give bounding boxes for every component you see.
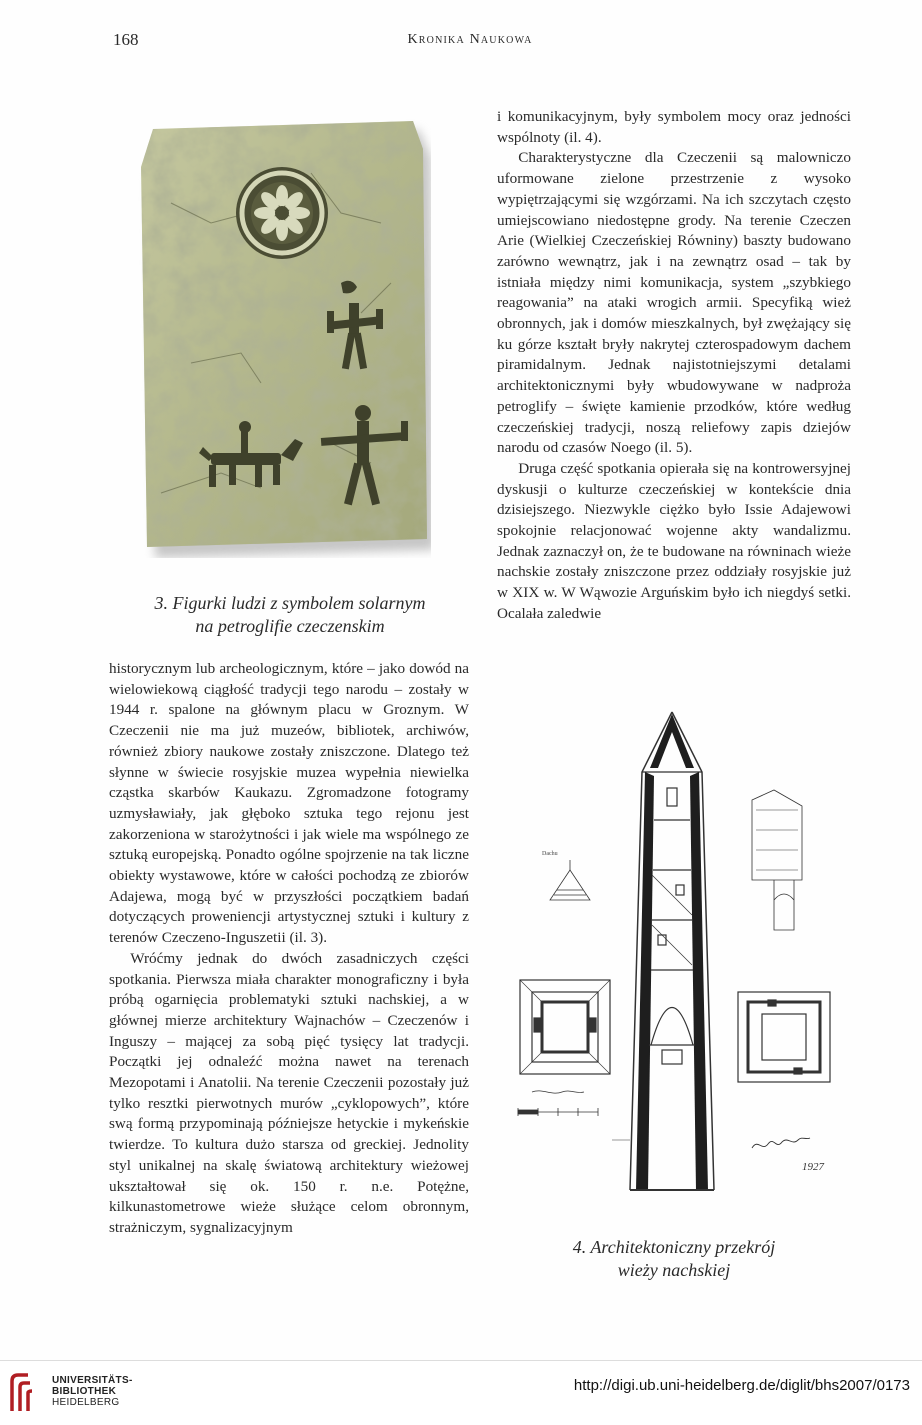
tower-top-sketch <box>752 790 802 930</box>
library-name-line-1: UNIVERSITÄTS- <box>52 1375 133 1386</box>
petroglyph-photo <box>131 113 431 558</box>
tower-section <box>612 712 714 1190</box>
floor-plan-right <box>738 992 830 1082</box>
scale-bar <box>518 1091 598 1116</box>
paragraph: Charakterystyczne dla Czeczenii są malowniczo uformowane zielone przestrzenie z wysoko wypiętrzającymi się wzgórzami. Na ich szczytach często umiejscowiano niedostępne grody. Na terenie Czeczen Arie (Wielkiej Czeczeńskiej Równiny) baszty budowano zarówno wewnątrz, jak i na zewnątrz osad – tak by istniała między nimi komunikacja, system „szybkiego reagowania” na ataki wrogich armii. Specyfiką wież obronnych, jak i domów mieszkalnych, był zwężający się ku górze kształt bryły nakrytej czterospadowym dachem piramidalnym. Jednak najistotniejszymi detalami architektonicznymi były wbudowywane w nadproża petroglify – święte kamienie przodków, które według czeczeńskiej tradycji, noszą reliefowy zapis dziejów narodu od czasów Noego (il. 5). <box>497 149 851 457</box>
drawing-year: 1927 <box>802 1161 824 1173</box>
signature <box>752 1138 825 1173</box>
library-logo-icon <box>8 1371 48 1415</box>
floor-plan-left <box>520 980 610 1074</box>
library-name-line-3: HEIDELBERG <box>52 1397 120 1408</box>
figure-4-caption <box>497 1236 851 1282</box>
figure-4-caption-line-2: wieży nachskiej <box>617 1260 731 1280</box>
paragraph: historycznym lub archeologicznym, które – jako dowód na wielowiekową ciągłość tradycji tego narodu – zostały w 1944 r. spalone na głównym placu w Groznym. W Czeczenii nie ma już muzeów, bibliotek, archiwów, również zbiory naukowe zostały zniszczone. Dlatego też słynne w świecie rosyjskie muzea wypełnia niewielka cząstka skarbów Kaukazu. Zgromadzone fotogramy uzmysławiały, jak głęboko sztuka tego rejonu jest zakorzeniona w starożytności i jak wiele ma wspólnego ze sztuką europejską. Ponadto ogólne spojrzenie na tak liczne obiekty wystawowe, które w całości pochodzą ze zbiorów Adajewa, mogą być w przyszłości początkiem badań dotyczących proweniencji artystycznej sztuki i kultury z terenów Czeczeno-Inguszetii (il. 3). <box>109 660 469 947</box>
digital-library-url[interactable]: http://digi.ub.uni-heidelberg.de/diglit/bhs2007/0173 <box>573 1377 910 1394</box>
paragraph: Wróćmy jednak do dwóch zasadniczych części spotkania. Pierwsza miała charakter monograficzny i była próbą ogarnięcia problematyki sztuki nachskiej, a w głównej mierze architektury Wajnachów – Czeczenów i Inguszy – mającej za sobą pięć tysięcy lat tradycji. Początki jej odnaleźć można nawet na terenach Mezopotami i Anatolii. Na terenie Czeczenii pozostały już tylko resztki pierwotnych murów „cyklopowych”, które swą formą przypominają późniejsze hetyckie i mykeńskie twierdze. To kultura dużo starsza od greckiej. Jednolity styl unikalnej na skalę światową architektury wieżowej ukształtował się ok. 150 r. n.e. Potężne, kilkunastometrowe wieże służące celom obronnym, strażniczym, sygnalizacyjnym <box>109 949 469 1236</box>
right-column-text <box>497 107 851 625</box>
figure-3-caption-line-2: na petroglifie czeczenskim <box>195 616 385 636</box>
svg-text:Dachu: Dachu <box>542 851 558 857</box>
left-column-text <box>109 659 469 1239</box>
pyramid-sketch <box>542 851 590 900</box>
solar-symbol <box>236 167 328 259</box>
tower-cross-section-drawing <box>512 700 852 1210</box>
figure-3-caption-line-1: 3. Figurki ludzi z symbolem solarnym <box>154 593 426 613</box>
digitization-footer <box>0 1360 922 1425</box>
paragraph: i komunikacyjnym, były symbolem mocy oraz jedności wspólnoty (il. 4). <box>497 108 851 146</box>
figure-3-caption <box>115 592 465 638</box>
journal-title: Kronika Naukowa <box>407 32 533 47</box>
figure-4-caption-line-1: 4. Architektoniczny przekrój <box>572 1237 776 1257</box>
library-name-line-2: BIBLIOTHEK <box>52 1386 117 1397</box>
running-head <box>0 30 922 54</box>
paragraph: Druga część spotkania opierała się na kontrowersyjnej dyskusji o kulturze czeczeńskiej w kontekście dnia dzisiejszego. Niezwykle ciężko było Issie Adajewowi spokojnie relacjonować wojenne akty wandalizmu. Jednak zaznaczył on, że te budowane na równinach wieże nachskie zostały zniszczone przez oddziały rosyjskie już w XIX w. W Wąwozie Arguńskim było ich niegdyś setki. Ocalała zaledwie <box>497 459 851 622</box>
page-number: 168 <box>113 30 139 49</box>
library-name <box>52 1375 133 1408</box>
